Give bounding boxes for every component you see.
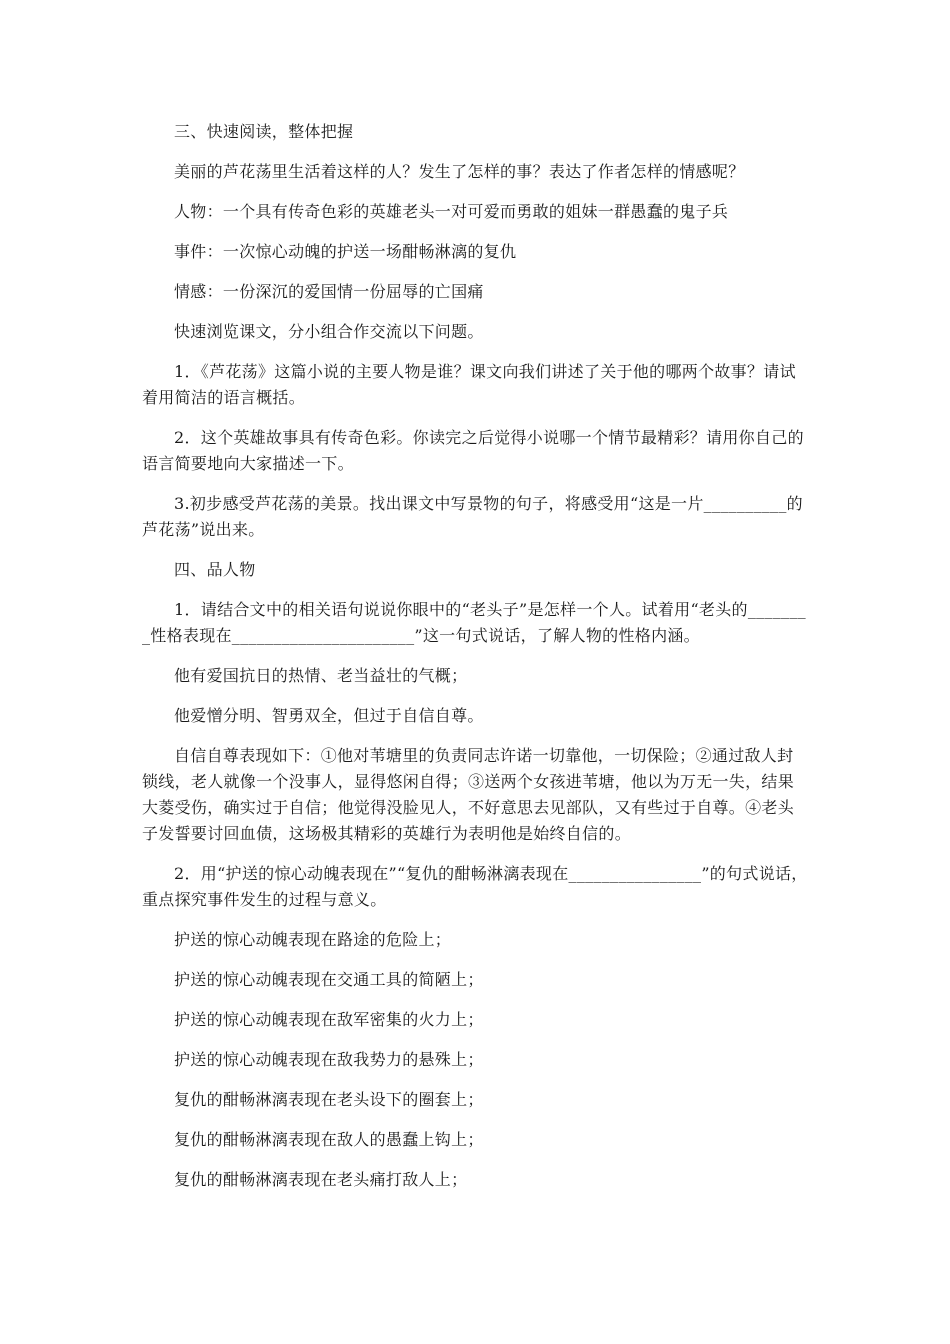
characters-line: 人物：一个具有传奇色彩的英雄老头一对可爱而勇敢的姐妹一群愚蠢的鬼子兵 (174, 202, 729, 221)
answer-line: 他爱憎分明、智勇双全，但过于自信自尊。 (174, 706, 484, 725)
character-question-2: 2．用“护送的惊心动魄表现在”“复仇的酣畅淋漓表现在________________”的句式说话，重点探究事件发生的过程与意义。 (142, 864, 808, 909)
answer-line: 护送的惊心动魄表现在敌我势力的悬殊上； (174, 1050, 484, 1069)
emotion-line: 情感：一份深沉的爱国情一份屈辱的亡国痛 (174, 282, 484, 301)
section-heading-4: 四、品人物 (174, 560, 256, 579)
answer-line: 护送的惊心动魄表现在交通工具的简陋上； (174, 970, 484, 989)
document-body (142, 119, 808, 1207)
answer-line: 他有爱国抗日的热情、老当益壮的气概； (174, 666, 468, 685)
answer-line: 护送的惊心动魄表现在路途的危险上； (174, 930, 452, 949)
character-question-1: 1．请结合文中的相关语句说说你眼中的“老头子”是怎样一个人。试着用“老头的________性格表现在______________________”这一句式说话，了解人物的性格内涵。 (142, 600, 806, 645)
confidence-explanation: 自信自尊表现如下：①他对苇塘里的负责同志许诺一切靠他，一切保险；②通过敌人封锁线，老人就像一个没事人，显得悠闲自得；③送两个女孩进苇塘，他以为万无一失，结果大菱受伤，确实过于自信；他觉得没脸见人，不好意思去见部队，又有些过于自尊。④老头子发誓要讨回血债，这场极其精彩的英雄行为表明他是始终自信的。 (142, 746, 795, 843)
answer-line: 护送的惊心动魄表现在敌军密集的火力上； (174, 1010, 484, 1029)
answer-line: 复仇的酣畅淋漓表现在老头痛打敌人上； (174, 1170, 468, 1189)
answer-line: 复仇的酣畅淋漓表现在敌人的愚蠢上钩上； (174, 1130, 484, 1149)
events-line: 事件：一次惊心动魄的护送一场酣畅淋漓的复仇 (174, 242, 517, 261)
question-1: 1．《芦花荡》这篇小说的主要人物是谁？课文向我们讲述了关于他的哪两个故事？请试着用简洁的语言概括。 (142, 362, 796, 407)
answer-line: 复仇的酣畅淋漓表现在老头设下的圈套上； (174, 1090, 484, 1109)
intro-question: 美丽的芦花荡里生活着这样的人？发生了怎样的事？表达了作者怎样的情感呢？ (174, 162, 745, 181)
question-3: 3.初步感受芦花荡的美景。找出课文中写景物的句子，将感受用“这是一片__________的芦花荡”说出来。 (142, 494, 803, 539)
group-task-line: 快速浏览课文，分小组合作交流以下问题。 (174, 322, 484, 341)
section-heading-3: 三、快速阅读，整体把握 (174, 122, 354, 141)
question-2: 2．这个英雄故事具有传奇色彩。你读完之后觉得小说哪一个情节最精彩？请用你自己的语言简要地向大家描述一下。 (142, 428, 804, 473)
